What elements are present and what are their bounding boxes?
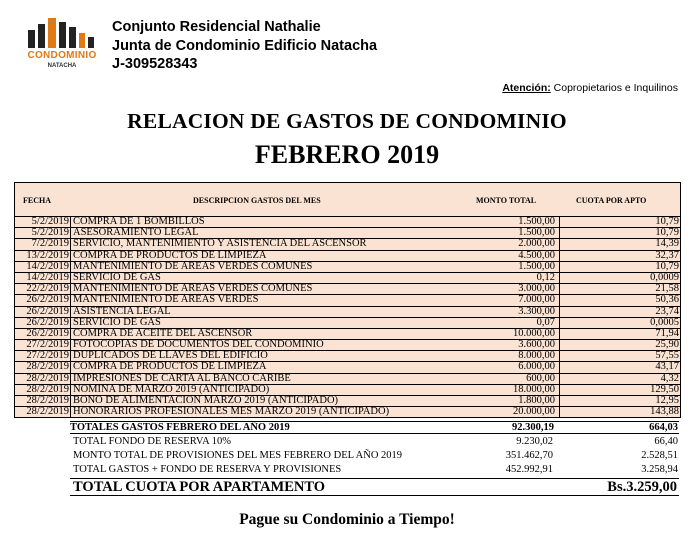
- row-description: DUPLICADOS DE LLAVES DEL EDIFICIO: [73, 350, 268, 362]
- table-header: [15, 183, 680, 217]
- row-quota: 4,32: [660, 372, 679, 384]
- attention-line: [502, 82, 678, 94]
- extra-quota: 66,40: [654, 436, 678, 447]
- expenses-table: [14, 182, 681, 418]
- totals-amount: 92.300,19: [512, 422, 554, 433]
- row-date: 26/2/2019: [26, 327, 69, 339]
- header-amount: MONTO TOTAL: [476, 196, 537, 205]
- row-description: COMPRA DE ACEITE DEL ASCENSOR: [73, 327, 253, 339]
- row-date: 27/2/2019: [26, 339, 69, 351]
- row-description: COMPRA DE PRODUCTOS DE LIMPIEZA: [73, 361, 267, 373]
- row-amount: 18.000,00: [513, 383, 555, 395]
- row-date: 28/2/2019: [26, 372, 69, 384]
- row-date: 28/2/2019: [26, 406, 69, 418]
- org-rif: J-309528343: [112, 56, 198, 72]
- row-amount: 8.000,00: [518, 350, 555, 362]
- extra-amount: 9.230,02: [516, 436, 553, 447]
- row-quota: 0,0005: [650, 316, 679, 328]
- document-subtitle: FEBRERO 2019: [254, 140, 440, 169]
- final-value: Bs.3.259,00: [607, 479, 677, 495]
- extra-label: TOTAL GASTOS + FONDO DE RESERVA Y PROVISIONES: [73, 464, 342, 475]
- row-date: 14/2/2019: [26, 260, 69, 272]
- org-name: Conjunto Residencial Nathalie: [112, 19, 321, 35]
- row-description: COMPRA DE 1 BOMBILLOS: [73, 216, 205, 227]
- row-amount: 3.000,00: [518, 283, 555, 295]
- row-date: 13/2/2019: [26, 249, 69, 261]
- extra-quota: 2.528,51: [641, 450, 678, 461]
- row-quota: 23,74: [655, 305, 679, 317]
- totals-label: TOTALES GASTOS FEBRERO DEL AÑO 2019: [70, 422, 290, 433]
- row-description: SERVICIO DE GAS: [73, 316, 161, 328]
- row-date: 28/2/2019: [26, 395, 69, 406]
- row-date: 5/2/2019: [31, 216, 69, 227]
- row-date: 28/2/2019: [26, 361, 69, 373]
- row-amount: 1.800,00: [518, 395, 555, 406]
- row-amount: 2.000,00: [518, 238, 555, 250]
- row-quota: 57,55: [655, 350, 679, 362]
- row-quota: 50,36: [655, 294, 679, 306]
- row-amount: 1.500,00: [518, 260, 555, 272]
- org-board: Junta de Condominio Edificio Natacha: [112, 37, 378, 54]
- row-date: 26/2/2019: [26, 294, 69, 306]
- final-label: TOTAL CUOTA POR APARTAMENTO: [73, 479, 326, 495]
- row-amount: 4.500,00: [518, 249, 555, 261]
- row-amount: 7.000,00: [518, 294, 555, 306]
- row-amount: 10.000,00: [513, 327, 555, 339]
- table-row: [15, 295, 680, 306]
- row-date: 26/2/2019: [26, 316, 69, 328]
- table-row: [15, 239, 680, 250]
- row-amount: 3.600,00: [518, 339, 555, 351]
- condominio-logo: [22, 18, 102, 74]
- row-quota: 32,37: [655, 249, 679, 261]
- row-quota: 21,58: [655, 283, 679, 295]
- row-description: NOMINA DE MARZO 2019 (ANTICIPADO): [73, 383, 270, 395]
- extra-label: MONTO TOTAL DE PROVISIONES DEL MES FEBRERO DEL AÑO 2019: [73, 450, 403, 461]
- row-quota: 0,0009: [650, 271, 679, 283]
- extra-amount: 452.992,91: [505, 464, 553, 475]
- row-description: ASESORAMIENTO LEGAL: [73, 227, 199, 239]
- row-description: SERVICIO DE GAS: [73, 271, 161, 283]
- header-date: FECHA: [23, 196, 51, 205]
- attention-text: Copropietarios e Inquilinos: [550, 82, 678, 94]
- row-amount: 6.000,00: [518, 361, 555, 373]
- row-quota: 10,79: [655, 216, 679, 227]
- row-amount: 20.000,00: [513, 406, 555, 418]
- row-description: COMPRA DE PRODUCTOS DE LIMPIEZA: [73, 249, 267, 261]
- row-quota: 129,50: [650, 383, 679, 395]
- row-description: BONO DE ALIMENTACION MARZO 2019 (ANTICIPADO): [73, 395, 339, 406]
- row-date: 5/2/2019: [31, 227, 69, 239]
- row-description: SERVICIO, MANTENIMIENTO Y ASISTENCIA DEL ASCENSOR: [73, 238, 367, 250]
- row-description: MANTENIMIENTO DE AREAS VERDES COMUNES: [73, 260, 313, 272]
- final-total-row: [70, 478, 679, 496]
- table-row: [15, 307, 680, 318]
- row-amount: 3.300,00: [518, 305, 555, 317]
- totals-row: [70, 421, 679, 434]
- table-body: [15, 217, 680, 417]
- row-date: 22/2/2019: [26, 283, 69, 295]
- row-description: HONORARIOS PROFESIONALES MES MARZO 2019 (ANTICIPADO): [73, 406, 390, 418]
- row-description: IMPRESIONES DE CARTA AL BANCO CARIBE: [73, 372, 291, 384]
- row-description: ASISTENCIA LEGAL: [73, 305, 171, 317]
- row-amount: 0,07: [536, 316, 555, 328]
- organization-header: [112, 18, 377, 74]
- extra-amount: 351.462,70: [505, 450, 553, 461]
- footer-message: Pague su Condominio a Tiempo!: [239, 511, 455, 528]
- row-date: 14/2/2019: [26, 271, 69, 283]
- row-quota: 10,79: [655, 227, 679, 239]
- row-quota: 25,90: [655, 339, 679, 351]
- row-amount: 1.500,00: [518, 216, 555, 227]
- row-quota: 43,17: [655, 361, 679, 373]
- row-quota: 143,88: [650, 406, 679, 418]
- row-quota: 14,39: [655, 238, 679, 250]
- extra-quota: 3.258,94: [641, 464, 678, 475]
- attention-label: Atención:: [502, 82, 551, 94]
- row-date: 7/2/2019: [31, 238, 69, 250]
- row-date: 28/2/2019: [26, 383, 69, 395]
- totals-quota: 664,03: [649, 422, 678, 433]
- row-description: MANTENIMIENTO DE AREAS VERDES: [73, 294, 259, 306]
- logo-word: CONDOMINIO: [27, 50, 97, 61]
- table-row: [15, 407, 680, 417]
- row-amount: 0,12: [536, 271, 555, 283]
- row-quota: 71,94: [655, 327, 679, 339]
- row-description: FOTOCOPIAS DE DOCUMENTOS DEL CONDOMINIO: [73, 339, 324, 351]
- row-amount: 1.500,00: [518, 227, 555, 239]
- header-quota: CUOTA POR APTO: [576, 196, 647, 205]
- row-quota: 10,79: [655, 260, 679, 272]
- building-bars-icon: [28, 18, 96, 48]
- row-amount: 600,00: [526, 372, 555, 384]
- row-quota: 12,95: [655, 395, 679, 406]
- logo-sub: NATACHA: [47, 63, 77, 69]
- row-date: 27/2/2019: [26, 350, 69, 362]
- table-row: [15, 362, 680, 373]
- row-date: 26/2/2019: [26, 305, 69, 317]
- row-description: MANTENIMIENTO DE AREAS VERDES COMUNES: [73, 283, 313, 295]
- header-description: DESCRIPCION GASTOS DEL MES: [193, 196, 321, 205]
- document-title: RELACION DE GASTOS DE CONDOMINIO: [127, 109, 567, 133]
- extra-label: TOTAL FONDO DE RESERVA 10%: [73, 436, 231, 447]
